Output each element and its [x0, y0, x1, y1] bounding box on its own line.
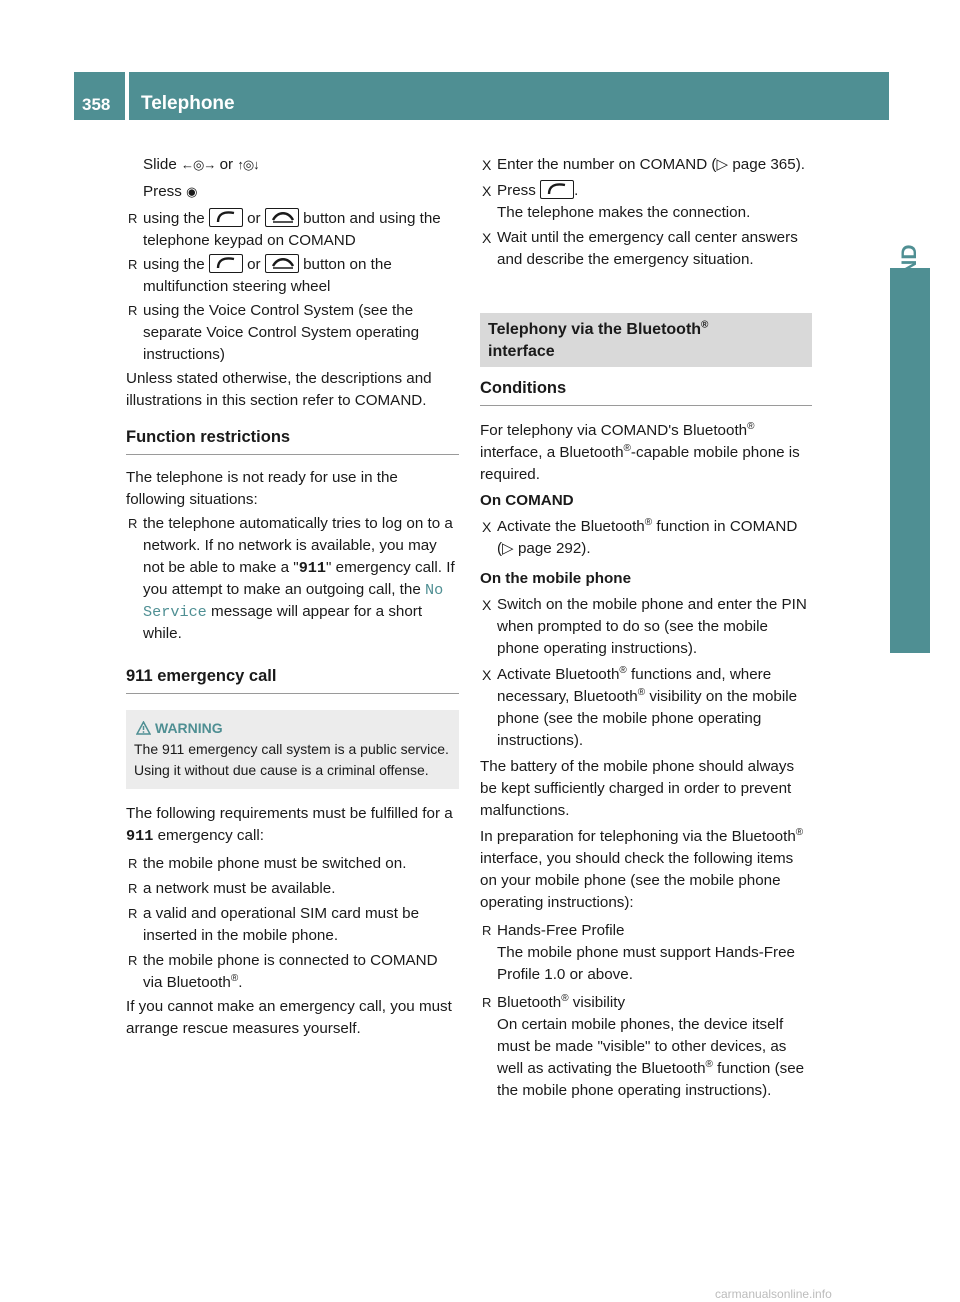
step-item: X Activate the Bluetooth® function in COMAND (▷ page 292). — [480, 516, 812, 560]
page-title: Telephone — [141, 93, 235, 114]
controller-left-right-icon: ←◎→ — [181, 157, 216, 172]
section-title: Conditions — [480, 377, 812, 406]
phone-call-icon — [540, 180, 574, 199]
section-title: Function restrictions — [126, 426, 459, 455]
step-item: X Activate Bluetooth® functions and, where necessary, Bluetooth® visibility on the mobile phone (see the mobile phone operating instructions). — [480, 664, 812, 752]
no-service-message: No Service — [143, 581, 444, 621]
warning-text: The 911 emergency call system is a public service. Using it without due cause is a criminal offense. — [134, 741, 449, 778]
left-column — [126, 150, 459, 1040]
subheading: On COMAND — [480, 492, 574, 509]
paragraph: The following requirements must be fulfilled for a 911 emergency call: — [126, 805, 453, 845]
list-item: R using the Voice Control System (see the separate Voice Control System operating instructions) — [126, 300, 459, 366]
warning-icon — [136, 721, 151, 735]
list-item: R using the or button on the multifunction steering wheel — [126, 254, 459, 298]
paragraph: Unless stated otherwise, the descriptions and illustrations in this section refer to COMAND. — [126, 370, 432, 409]
step-item: X Enter the number on COMAND (▷ page 365). — [480, 154, 812, 176]
page-number: 358 — [82, 95, 111, 114]
controller-press-icon: ◉ — [186, 184, 197, 199]
side-tab-column — [890, 72, 930, 1284]
list-item: R Bluetooth® visibility On certain mobile phones, the device itself must be made "visible" to other devices, as well as activating the Bluetooth® function (see the mobile phone operating instructions). — [480, 992, 812, 1102]
subheading: On the mobile phone — [480, 570, 632, 587]
page-header — [74, 72, 889, 120]
header-separator — [125, 72, 129, 120]
list-item: R using the or button and using the telephone keypad on COMAND — [126, 208, 459, 252]
phone-end-icon — [265, 208, 299, 227]
warning-title: WARNING — [134, 718, 449, 739]
section-title: 911 emergency call — [126, 665, 459, 694]
controller-up-down-icon: ↑◎↓ — [237, 157, 259, 172]
warning-box — [126, 710, 459, 789]
paragraph: If you cannot make an emergency call, you must arrange rescue measures yourself. — [126, 998, 452, 1037]
list-item: R Hands-Free Profile The mobile phone must support Hands-Free Profile 1.0 or above. — [480, 920, 812, 986]
section-heading-box: Telephony via the Bluetooth® interface — [480, 313, 812, 367]
phone-call-icon — [209, 254, 243, 273]
list-item: R the telephone automatically tries to log on to a network. If no network is available, you may not be able to make a "911" emergency call. If you attempt to make an outgoing call, the No Service message will appear for a short while. — [126, 513, 459, 645]
side-bar — [890, 268, 930, 653]
step-item: X Wait until the emergency call center answers and describe the emergency situation. — [480, 227, 812, 271]
step-item: X Switch on the mobile phone and enter the PIN when prompted to do so (see the mobile phone operating instructions). — [480, 594, 812, 660]
list-item: R the mobile phone must be switched on. — [126, 853, 459, 875]
list-item: R the mobile phone is connected to COMAND via Bluetooth®. — [126, 950, 459, 994]
watermark: carmanualsonline.info — [715, 1287, 832, 1301]
paragraph: For telephony via COMAND's Bluetooth® interface, a Bluetooth®-capable mobile phone is required. — [480, 420, 800, 483]
paragraph: The battery of the mobile phone should always be kept sufficiently charged in order to prevent malfunctions. — [480, 758, 795, 819]
phone-end-icon — [265, 254, 299, 273]
slide-instruction: Slide ←◎→ or ↑◎↓ — [143, 156, 259, 173]
right-column — [480, 150, 812, 1102]
press-instruction: Press ◉ — [143, 183, 197, 200]
paragraph: In preparation for telephoning via the Bluetooth® interface, you should check the following items on your mobile phone (see the mobile phone operating instructions): — [480, 826, 804, 911]
list-item: R a valid and operational SIM card must be inserted in the mobile phone. — [126, 903, 459, 947]
phone-call-icon — [209, 208, 243, 227]
list-item: R a network must be available. — [126, 878, 459, 900]
paragraph: The telephone is not ready for use in the following situations: — [126, 469, 398, 508]
step-item: X Press . The telephone makes the connection. — [480, 180, 812, 224]
